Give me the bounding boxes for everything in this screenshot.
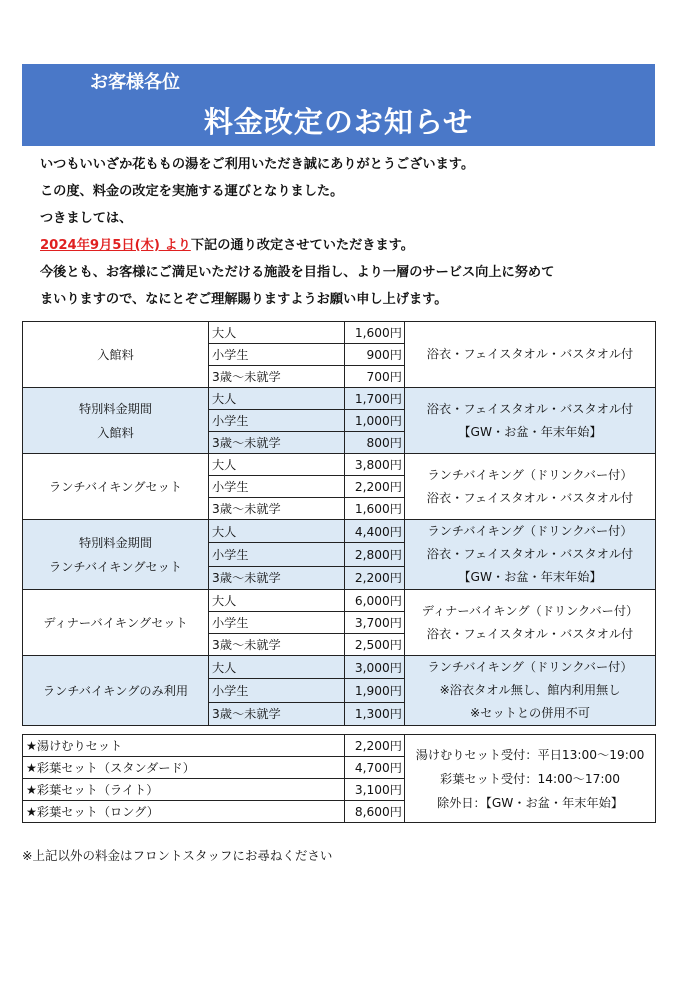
age-cell: 小学生 <box>209 344 345 366</box>
price-cell: 2,200円 <box>345 735 405 757</box>
note-line: 湯けむりセット受付：平日13:00～19:00 <box>415 747 645 762</box>
note-line: ※セットとの併用不可 <box>470 706 590 720</box>
note-line: 除外日：【GW・お盆・年末年始】 <box>436 795 624 810</box>
price-cell: 8,600円 <box>345 801 405 823</box>
age-cell: 小学生 <box>209 543 345 566</box>
table-row <box>23 656 656 679</box>
note-line: ディナーバイキング（ドリンクバー付） <box>421 603 639 618</box>
category-label: 入館料 <box>97 425 134 440</box>
note-line: ランチバイキング（ドリンクバー付） <box>427 524 633 538</box>
price-cell: 2,200円 <box>345 476 405 498</box>
age-cell: 3歳～未就学 <box>209 366 345 388</box>
age-cell: 大人 <box>209 388 345 410</box>
set-name-cell: ★彩葉セット（ロング） <box>23 801 345 823</box>
intro-line: まいりますので、なにとぞご理解賜りますようお願い申し上げます。 <box>40 292 448 307</box>
intro-line: つきましては、 <box>40 211 133 226</box>
price-cell: 1,000円 <box>345 410 405 432</box>
category-label: 特別料金期間 <box>78 401 153 416</box>
set-name-cell: ★彩葉セット（ライト） <box>23 779 345 801</box>
price-cell: 2,800円 <box>345 543 405 566</box>
table-row <box>23 388 656 410</box>
intro-line-rest: 下記の通り改定させていただきます。 <box>190 238 414 253</box>
header-banner <box>22 64 655 146</box>
note-cell <box>405 454 656 520</box>
note-cell <box>405 735 656 823</box>
note-cell <box>405 590 656 656</box>
category-label: ランチバイキングのみ利用 <box>42 683 189 698</box>
price-cell: 1,600円 <box>345 322 405 344</box>
note-cell <box>405 656 656 726</box>
price-cell: 6,000円 <box>345 590 405 612</box>
price-cell: 700円 <box>345 366 405 388</box>
category-cell <box>23 322 209 388</box>
category-label: ランチバイキングセット <box>49 479 182 494</box>
age-cell: 大人 <box>209 454 345 476</box>
age-cell: 大人 <box>209 656 345 679</box>
price-cell: 3,100円 <box>345 779 405 801</box>
effective-date: 2024年9月5日(木) より <box>40 238 191 253</box>
price-table <box>22 321 656 726</box>
note-line: 【GW・お盆・年末年始】 <box>458 424 602 439</box>
note-line: 浴衣・フェイスタオル・バスタオル付 <box>426 401 634 416</box>
note-cell <box>405 322 656 388</box>
extra-set-table <box>22 734 656 823</box>
page-title: 料金改定のお知らせ <box>203 105 474 139</box>
category-label: 入館料 <box>97 347 134 362</box>
note-line: 浴衣・フェイスタオル・バスタオル付 <box>426 490 634 505</box>
note-line: ランチバイキング（ドリンクバー付） <box>427 467 633 482</box>
table-row <box>23 735 656 757</box>
price-cell: 800円 <box>345 432 405 454</box>
note-cell <box>405 388 656 454</box>
age-cell: 大人 <box>209 590 345 612</box>
category-cell <box>23 388 209 454</box>
note-line: 浴衣・フェイスタオル・バスタオル付 <box>426 347 634 361</box>
price-cell: 3,000円 <box>345 656 405 679</box>
note-cell <box>405 520 656 590</box>
note-line: 【GW・お盆・年末年始】 <box>458 570 602 584</box>
category-cell <box>23 520 209 590</box>
intro-line: この度、料金の改定を実施する運びとなりました。 <box>40 184 344 199</box>
category-cell <box>23 590 209 656</box>
price-cell: 2,200円 <box>345 566 405 589</box>
category-label: ランチバイキングセット <box>49 559 182 574</box>
set-name-cell: ★湯けむりセット <box>23 735 345 757</box>
table-row <box>23 454 656 476</box>
intro-line: 今後とも、お客様にご満足いただける施設を目指し、より一層のサービス向上に努めて <box>40 265 555 280</box>
note-line: ※浴衣タオル無し、館内利用無し <box>439 683 621 697</box>
price-cell: 3,800円 <box>345 454 405 476</box>
price-cell: 4,400円 <box>345 520 405 543</box>
age-cell: 小学生 <box>209 679 345 702</box>
note-line: 浴衣・フェイスタオル・バスタオル付 <box>426 626 634 641</box>
intro-line: いつもいいざか花ももの湯をご利用いただき誠にありがとうございます。 <box>40 157 475 172</box>
age-cell: 大人 <box>209 520 345 543</box>
price-cell: 4,700円 <box>345 757 405 779</box>
age-cell: 小学生 <box>209 612 345 634</box>
note-line: 浴衣・フェイスタオル・バスタオル付 <box>426 547 634 561</box>
age-cell: 3歳～未就学 <box>209 432 345 454</box>
salutation: お客様各位 <box>90 72 180 93</box>
age-cell: 3歳～未就学 <box>209 566 345 589</box>
age-cell: 小学生 <box>209 410 345 432</box>
table-row <box>23 520 656 543</box>
category-label: ディナーバイキングセット <box>43 615 188 630</box>
price-cell: 900円 <box>345 344 405 366</box>
category-cell <box>23 656 209 726</box>
set-name-cell: ★彩葉セット（スタンダード） <box>23 757 345 779</box>
note-line: 彩葉セット受付：14:00～17:00 <box>440 771 620 786</box>
category-label: 特別料金期間 <box>78 535 153 550</box>
price-cell: 3,700円 <box>345 612 405 634</box>
price-cell: 1,900円 <box>345 679 405 702</box>
price-cell: 1,700円 <box>345 388 405 410</box>
price-cell: 1,300円 <box>345 702 405 725</box>
age-cell: 小学生 <box>209 476 345 498</box>
age-cell: 3歳～未就学 <box>209 634 345 656</box>
category-cell <box>23 454 209 520</box>
age-cell: 3歳～未就学 <box>209 702 345 725</box>
price-cell: 1,600円 <box>345 498 405 520</box>
intro-text <box>40 151 660 313</box>
age-cell: 3歳～未就学 <box>209 498 345 520</box>
intro-line <box>40 232 660 259</box>
note-line: ランチバイキング（ドリンクバー付） <box>427 660 633 674</box>
table-row <box>23 590 656 612</box>
table-row <box>23 322 656 344</box>
price-cell: 2,500円 <box>345 634 405 656</box>
footnote: ※上記以外の料金はフロントスタッフにお尋ねください <box>22 848 333 863</box>
age-cell: 大人 <box>209 322 345 344</box>
